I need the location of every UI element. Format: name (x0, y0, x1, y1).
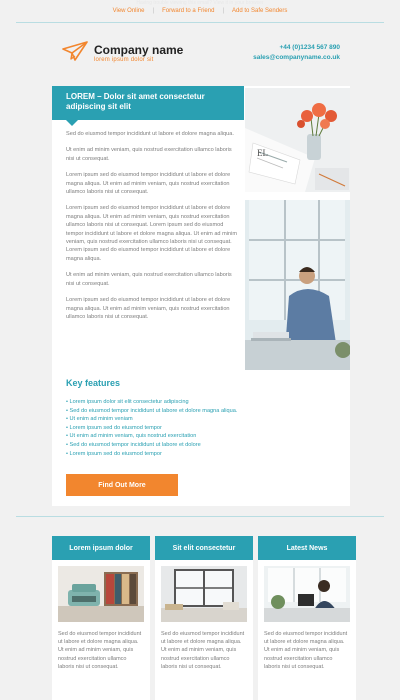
card-text: Sed do eiusmod tempor incididunt ut labore et dolore magna aliqua. Ut enim ad minim veniam, quis nostrud exercitation ullamco laboris nisi ut consequat. (264, 631, 348, 670)
phone-number[interactable]: +44 (0)1234 567 890 (279, 44, 340, 51)
email-header (52, 30, 350, 76)
card-text: Sed do eiusmod tempor incididunt ut labore et dolore magna aliqua. Ut enim ad minim veniam, quis nostrud exercitation ullamco laboris nisi ut consequat. (58, 631, 142, 670)
company-logo[interactable] (62, 41, 183, 66)
link-separator: | (222, 8, 225, 14)
paragraph: Lorem ipsum sed do eiusmod tempor incididunt ut labore et dolore magna aliqua. Ut enim ad minim veniam, quis nostrud exercitation ullamco laboris nisi ut consequat. (66, 297, 231, 320)
top-divider (16, 22, 384, 23)
section-divider (16, 516, 384, 517)
card-latest-news (258, 536, 356, 700)
svg-text:EL: EL (257, 148, 268, 158)
key-features-heading: Key features (66, 378, 121, 388)
paper-plane-icon (62, 41, 88, 66)
brand-tagline: lorem ipsum dolor sit (94, 56, 154, 63)
feature-item: • Lorem ipsum dolor sit elit consectetur adipiscing (66, 399, 189, 405)
feature-item: • Lorem ipsum sed do eiusmod tempor (66, 450, 162, 457)
feature-item: • Sed do eiusmod tempor incididunt ut labore et dolore magna aliqua. (66, 407, 238, 414)
feature-item: • Sed do eiusmod tempor incididunt ut labore et dolore (66, 441, 201, 448)
paragraph: Sed do eiusmod tempor incididunt ut labore et dolore magna aliqua. (66, 131, 234, 137)
preheader-text: Having trouble viewing this email? View it in your browser (136, 0, 264, 6)
card-text: Sed do eiusmod tempor incididunt ut labore et dolore magna aliqua. Ut enim ad minim veniam, quis nostrud exercitation ullamco laboris nisi ut consequat. (161, 631, 245, 670)
find-out-more-button[interactable]: Find Out More (66, 474, 178, 496)
feature-item: • Ut enim ad minim veniam, quis nostrud exercitation (66, 433, 197, 440)
card-title[interactable]: Latest News (258, 536, 356, 560)
forward-to-friend-link[interactable]: Forward to a Friend (162, 8, 215, 14)
card-sit-elit (155, 536, 253, 700)
add-safe-senders-link[interactable]: Add to Safe Senders (232, 8, 288, 14)
paragraph: Ut enim ad minim veniam, quis nostrud exercitation ullamco laboris nisi ut consequat. (66, 272, 232, 287)
feature-item: • Lorem ipsum sed do eiusmod tempor (66, 424, 162, 431)
flowers-desk-photo (245, 88, 350, 192)
paragraph: Lorem ipsum sed do eiusmod tempor incididunt ut labore et dolore magna aliqua. Ut enim ad minim veniam, quis nostrud exercitation ullamco laboris nisi ut consequat. Lorem ipsum sed do eiusmod tempor incididunt ut labore et dolore magna aliqua. Ut enim ad minim veniam, quis nostrud exercitation ullamco laboris nisi ut consequat. Lorem ipsum sed do eiusmod tempor incididunt ut labore et dolore magna aliqua. (66, 205, 238, 262)
body-copy (66, 130, 240, 329)
email-address[interactable]: sales@companyname.co.uk (253, 54, 340, 61)
view-online-link[interactable]: View Online (112, 8, 145, 14)
link-separator: | (152, 8, 155, 14)
card-title[interactable]: Sit elit consectetur (155, 536, 253, 560)
banner-pointer (66, 120, 78, 126)
office-desk-photo (264, 566, 350, 622)
features-list (66, 398, 266, 458)
paragraph: Lorem ipsum sed do eiusmod tempor incididunt ut labore et dolore magna aliqua. Ut enim ad minim veniam, quis nostrud exercitation ullamco laboris nisi ut consequat. (66, 172, 231, 196)
top-links-bar (0, 0, 400, 22)
window-room-photo (161, 566, 247, 622)
man-at-window-photo (245, 200, 350, 370)
headline-banner: LOREM – Dolor sit amet consectetur adipiscing sit elit (52, 86, 244, 120)
paragraph: Ut enim ad minim veniam, quis nostrud exercitation ullamco laboris nisi ut consequat. (66, 147, 232, 162)
feature-item: • Ut enim ad minim veniam (66, 416, 133, 423)
brand-name: Company name (94, 42, 184, 57)
contact-block (253, 43, 340, 63)
card-lorem-ipsum (52, 536, 150, 700)
main-content (52, 86, 350, 506)
typewriter-photo (58, 566, 144, 622)
card-title[interactable]: Lorem ipsum dolor (52, 536, 150, 560)
